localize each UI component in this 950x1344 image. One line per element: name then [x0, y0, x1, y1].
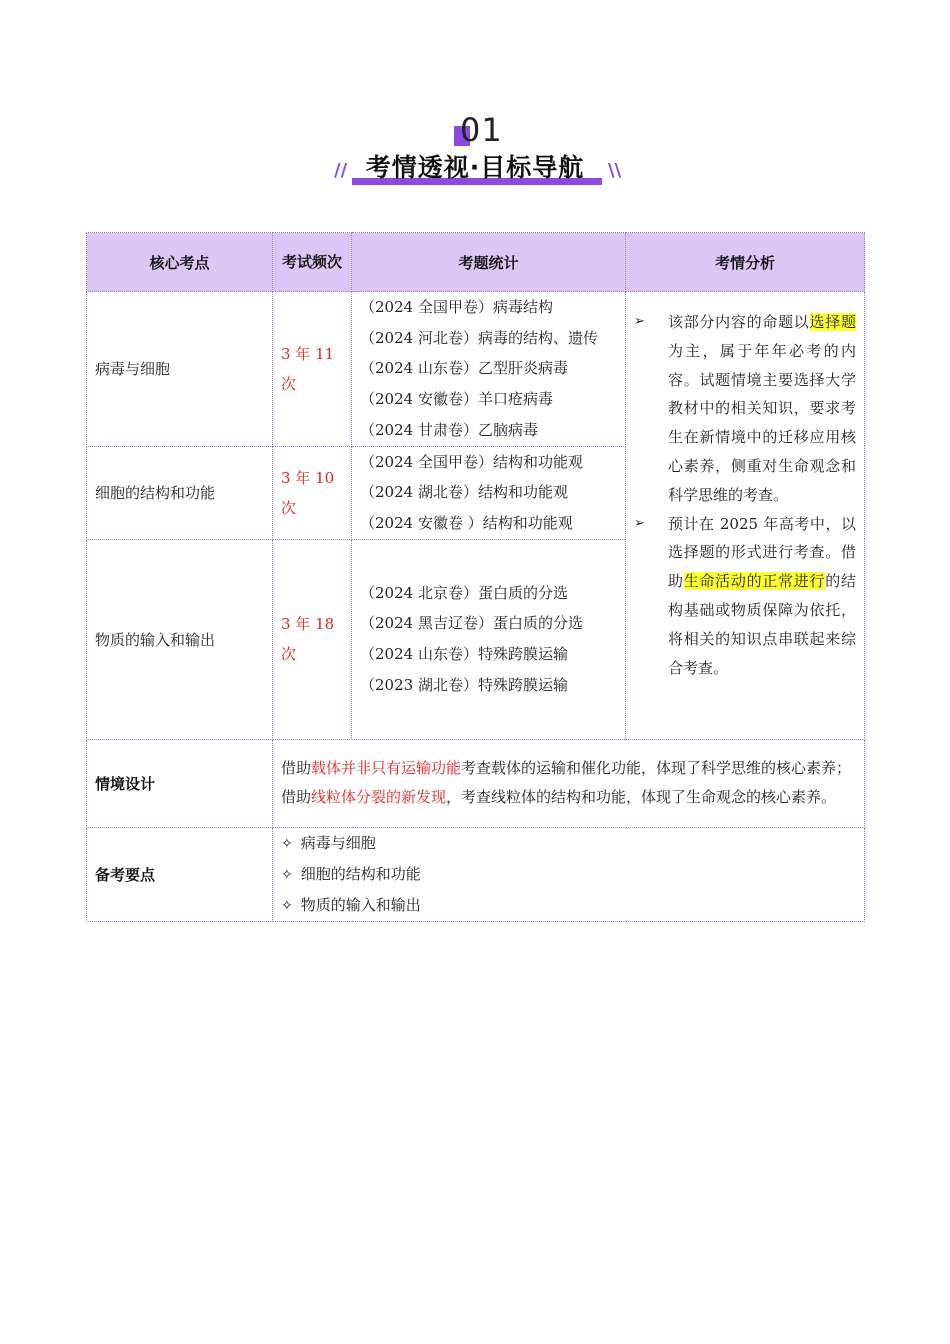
- stats-cell: [352, 292, 626, 447]
- exam-analysis-table: [86, 232, 865, 922]
- highlighted-text: 生命活动的正常进行: [683, 572, 826, 591]
- analysis-point: ➢ 预计在 2025 年高考中，以选择题的形式进行考查。借助生命活动的正常进行的结构基础或物质保障为依托，将相关的知识点串联起来综合考查。: [634, 510, 856, 683]
- topic-cell: 细胞的结构和功能: [87, 446, 273, 539]
- slash-decoration-right: \\: [608, 160, 622, 181]
- table-row: [87, 292, 865, 447]
- stat-item: （2024 甘肃卷）乙脑病毒: [360, 420, 538, 439]
- stat-item: （2024 河北卷）病毒的结构、遗传: [360, 328, 598, 347]
- header-stats: 考题统计: [352, 233, 626, 292]
- section-title: 考情透视·目标导航: [365, 153, 585, 182]
- section-number-badge: [454, 110, 514, 150]
- frequency-cell: 3 年 11 次: [273, 292, 352, 447]
- stat-item: （2024 山东卷）乙型肝炎病毒: [360, 359, 568, 378]
- stat-item: （2024 安徽卷 ）结构和功能观: [360, 513, 573, 532]
- stat-item: （2024 黑吉辽卷）蛋白质的分选: [360, 614, 583, 633]
- prep-label: 备考要点: [87, 827, 273, 921]
- scenario-text: 借助载体并非只有运输功能考查载体的运输和催化功能，体现了科学思维的核心素养；借助线粒体分裂的新发现，考查线粒体的结构和功能，体现了生命观念的核心素养。: [273, 739, 865, 827]
- stats-cell: [352, 446, 626, 539]
- section-number: 01: [460, 111, 503, 149]
- highlighted-text: 选择题: [809, 313, 856, 331]
- frequency-cell: 3 年 10 次: [273, 446, 352, 539]
- section-heading: [0, 108, 950, 188]
- analysis-point: ➢ 该部分内容的命题以选择题为主，属于年年必考的内容。试题情境主要选择大学教材中的相关知识，要求考生在新情境中的迁移应用核心素养，侧重对生命观念和科学思维的考查。: [634, 308, 856, 510]
- topic-cell: 物质的输入和输出: [87, 539, 273, 739]
- stat-item: （2023 湖北卷）特殊跨膜运输: [360, 675, 568, 694]
- frequency-cell: 3 年 18 次: [273, 539, 352, 739]
- arrow-bullet-icon: ➢: [634, 515, 645, 531]
- diamond-bullet-icon: ✧: [281, 835, 293, 852]
- stat-item: （2024 湖北卷）结构和功能观: [360, 483, 568, 502]
- scenario-row: [87, 739, 865, 827]
- header-topic: 核心考点: [87, 233, 273, 292]
- list-item: ✧ 物质的输入和输出: [281, 895, 421, 914]
- header-frequency: 考试频次: [273, 233, 352, 292]
- list-item: ✧ 病毒与细胞: [281, 833, 376, 852]
- analysis-cell: [626, 292, 865, 740]
- arrow-bullet-icon: ➢: [634, 314, 645, 329]
- stat-item: （2024 北京卷）蛋白质的分选: [360, 583, 568, 602]
- slash-decoration-left: //: [334, 160, 348, 181]
- stat-item: （2024 安徽卷）羊口疮病毒: [360, 390, 553, 409]
- list-item: ✧ 细胞的结构和功能: [281, 864, 421, 883]
- stat-item: （2024 山东卷）特殊跨膜运输: [360, 645, 568, 664]
- header-analysis: 考情分析: [626, 233, 865, 292]
- stats-cell: [352, 539, 626, 739]
- diamond-bullet-icon: ✧: [281, 897, 293, 914]
- prep-list: [273, 827, 865, 921]
- table-header-row: [87, 233, 865, 292]
- red-keyword: 线粒体分裂的新发现: [311, 788, 447, 807]
- stat-item: （2024 全国甲卷）病毒结构: [360, 298, 553, 316]
- red-keyword: 载体并非只有运输功能: [311, 759, 462, 778]
- prep-row: [87, 827, 865, 921]
- stat-item: （2024 全国甲卷）结构和功能观: [360, 452, 583, 471]
- topic-cell: 病毒与细胞: [87, 292, 273, 447]
- diamond-bullet-icon: ✧: [281, 866, 293, 883]
- scenario-label: 情境设计: [87, 739, 273, 827]
